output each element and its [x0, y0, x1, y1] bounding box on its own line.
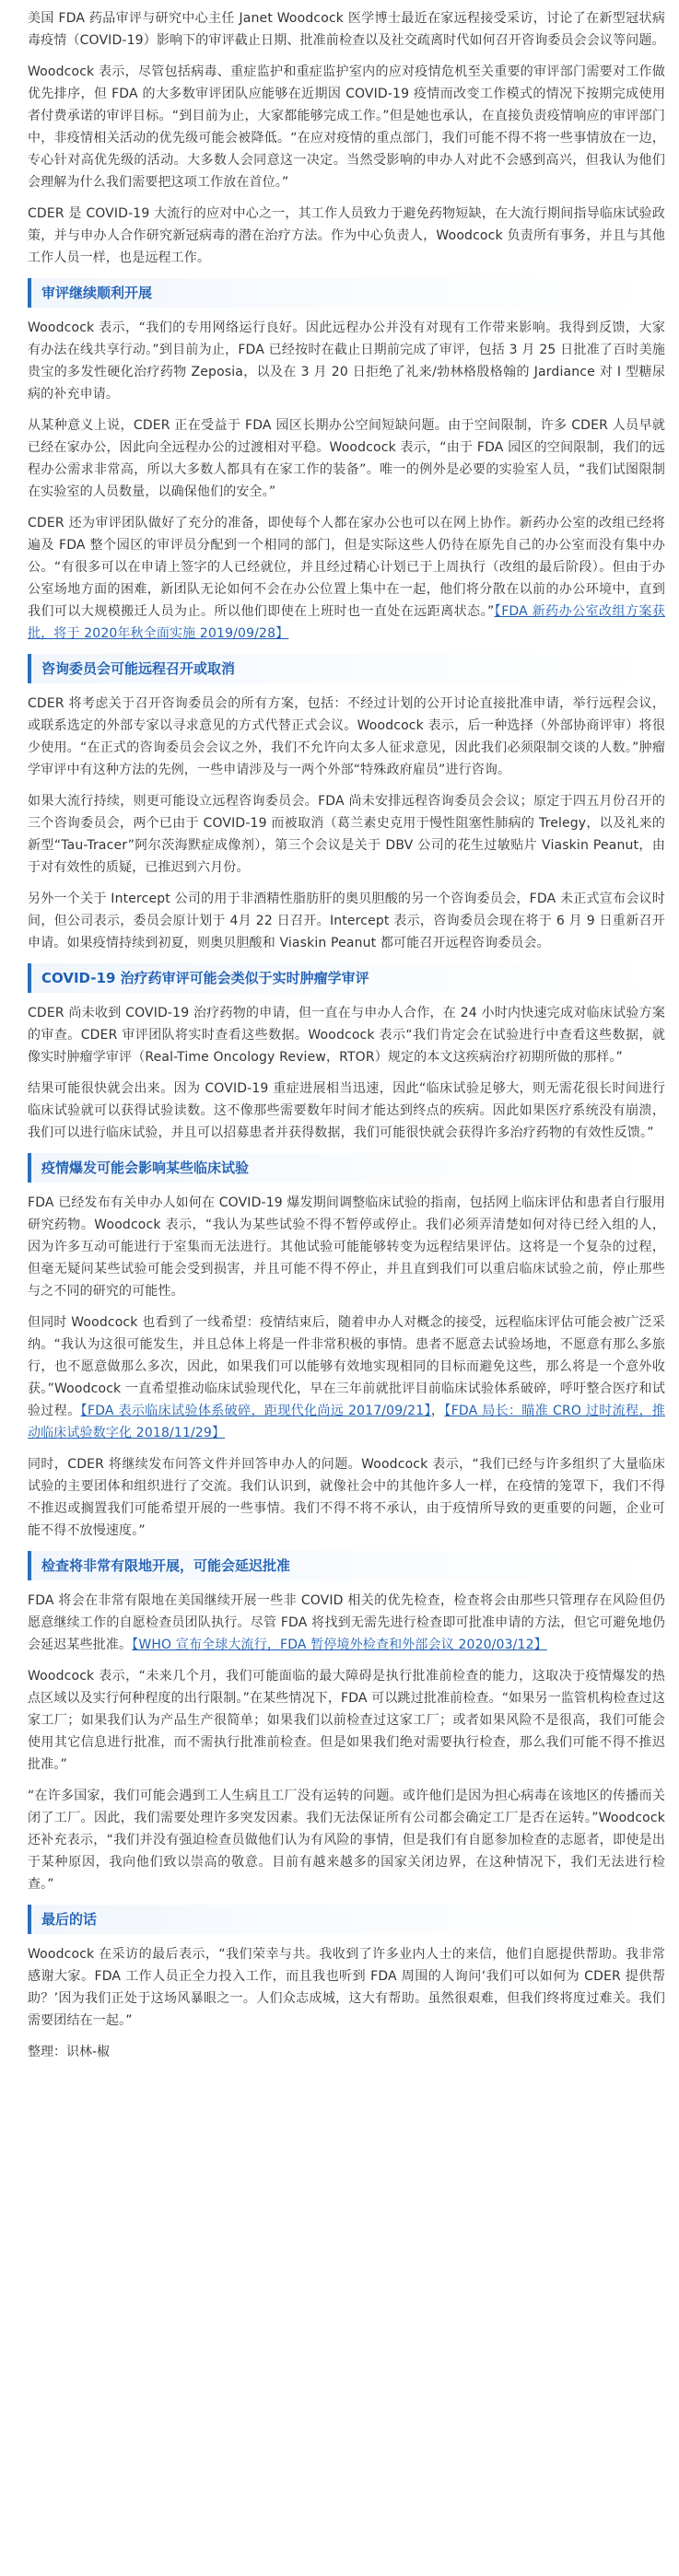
section-heading-advisory — [28, 654, 665, 683]
related-article-link[interactable]: 【FDA 新药办公室改组方案获批，将于 2020年秋全面实施 2019/09/28】 — [28, 604, 665, 641]
related-article-link[interactable]: 【FDA 局长：瞄准 CRO 过时流程，推动临床试验数字化 2018/11/29】 — [28, 1404, 665, 1440]
section-heading-review — [28, 278, 665, 308]
paragraph-trial-guidance: FDA 已经发布有关申办人如何在 COVID-19 爆发期间调整临床试验的指南，包括网上临床评估和患者自行服用研究药物。Woodcock 表示，“我认为某些试验不得不暂停或停止。我们必须弄清楚如何对待已经入组的人，因为许多互动可能进行于室集而无法进行。其他试验可能能够转变为远程结果评估。这将是一个复杂的过程，但毫无疑问某些试验可能会受到损害，并且可能不得不停止，并且直到我们可以重启临床试验之前，停止那些与之不同的研究的可能性。 — [28, 1195, 665, 1299]
paragraph-closing: Woodcock 在采访的最后表示，“我们荣幸与共。我收到了许多业内人士的来信，他们自愿提供帮助。我非常感谢大家。FDA 工作人员正全力投入工作，而且我也听到 FDA 周围的人询问‘我们可以如何为 CDER 提供帮助？’因为我们正处于这场风暴眼之一。人们众志成城，这大有帮助。虽然很艰难，但我们终将度过难关。我们需要团结在一起。” — [28, 1947, 665, 2028]
paragraph-text: 但同时 Woodcock 也看到了一线希望：疫情结束后，随着申办人对概念的接受，远程临床评估可能会被广泛采纳。“我认为这很可能发生，并且总体上将是一件非常积极的事情。患者不愿意去试验场地，不愿意有那么多旅行，也不愿意做那么多次，因此，如果我们可以能够有效地实现相同的目标而避免这些，那么将是一个意外收获。”Woodcock 一直希望推动临床试验现代化，早在三年前就批评目前临床试验体系破碎，呼吁整合医疗和试验过程。 — [28, 1315, 665, 1418]
paragraph-advisory-options: CDER 将考虑关于召开咨询委员会的所有方案，包括：不经过计划的公开讨论直接批准申请，举行远程会议，或联系选定的外部专家以寻求意见的方式代替正式会议。Woodcock 表示，后一种选择（外部协商评审）将很少使用。“在正式的咨询委员会会议之外，我们不允许向太多人征求意见，因此我们必须限制交谈的人数。”肿瘤学审评中有这种方法的先例，一些申请涉及与一两个外部“特殊政府雇员”进行咨询。 — [28, 696, 665, 777]
paragraph-remote-assessment — [28, 1311, 665, 1444]
paragraph-remote-advisory: 如果大流行持续，则更可能设立远程咨询委员会。FDA 尚未安排远程咨询委员会会议；原定于四五月份召开的三个咨询委员会，两个已由于 COVID-19 而被取消（葛兰素史克用于慢性阻塞性肺病的 Trelegy，以及礼来的新型“Tau-Tracer”阿尔茨海默症成像剂），第三个会议是关于 DBV 公司的花生过敏贴片 Viaskin Peanut，由于对有效性的质疑，已推迟到六月份。 — [28, 794, 665, 875]
paragraph-foreign-factories: “在许多国家，我们可能会遇到工人生病且工厂没有运转的问题。或许他们是因为担心病毒在该地区的传播而关闭了工厂。因此，我们需要处理许多突发因素。我们无法保证所有公司都会确定工厂是否在运转。”Woodcock 还补充表示，“我们并没有强迫检查员做他们认为有风险的事情，但是我们有自愿参加检查的志愿者，即使是出于某种原因，我向他们致以崇高的敬意。目前有越来越多的国家关闭边界，在这种情况下，我们无法进行检查。” — [28, 1789, 665, 1892]
related-article-link[interactable]: 【WHO 宣布全球大流行，FDA 暂停境外检查和外部会议 2020/03/12】 — [132, 1638, 547, 1652]
section-heading-text: 疫情爆发可能会影响某些临床试验 — [41, 1160, 250, 1176]
paragraph-intro: 美国 FDA 药品审评与研究中心主任 Janet Woodcock 医学博士最近在家远程接受采访，讨论了在新型冠状病毒疫情（COVID-19）影响下的审评截止日期、批准前检查以及社交疏离时代如何召开咨询委员会会议等问题。 — [28, 11, 665, 48]
paragraph-network: Woodcock 表示，“我们的专用网络运行良好。因此远程办公并没有对现有工作带来影响。我得到反馈，大家有办法在线共享行动。”到目前为止，FDA 已经按时在截止日期前完成了审评，包括 3 月 25 日批准了百时美施贵宝的多发性硬化治疗药物 Zeposia，以及在 3 月 20 日拒绝了礼来/勃林格殷格翰的 Jardiance 对 I 型糖尿病的补充申请。 — [28, 321, 665, 402]
paragraph-text: FDA 将会在非常有限地在美国继续开展一些非 COVID 相关的优先检查，检查将会由那些只管理存在风险但仍愿意继续工作的自愿检查员团队执行。尽管 FDA 将找到无需先进行检查即可批准申请的方法，但它可避免地仍会延迟某些批准。 — [28, 1593, 665, 1652]
paragraph-fast-results: 结果可能很快就会出来。因为 COVID-19 重症进展相当迅速，因此“临床试验足够大，则无需花很长时间进行临床试验就可以获得试验读数。这不像那些需要数年时间才能达到终点的疾病。因此如果医疗系统没有崩溃，我们可以进行临床试验，并且可以招募患者并获得数据，我们可能很快就会获得许多治疗药物的有效性反馈。” — [28, 1081, 665, 1140]
section-heading-text: 咨询委员会可能远程召开或取消 — [41, 660, 236, 677]
paragraph-limited-inspections — [28, 1590, 665, 1656]
section-heading-closing — [28, 1905, 665, 1934]
paragraph-qa-documents: 同时，CDER 将继续发布问答文件并回答申办人的问题。Woodcock 表示，“我们已经与许多组织了大量临床试验的主要团体和组织进行了交流。我们认识到，就像社会中的其他许多人一样，在疫情的笼罩下，我们不得不推迟或搁置我们可能希望开展的一些事情。我们不得不将不承认，由于疫情所导致的更重要的问题，企业可能不得不放慢速度。” — [28, 1457, 665, 1538]
section-heading-text: 审评继续顺利开展 — [41, 285, 153, 301]
link-separator: ， — [430, 1404, 445, 1418]
paragraph-telework: 从某种意义上说，CDER 正在受益于 FDA 园区长期办公空间短缺问题。由于空间限制，许多 CDER 人员早就已经在家办公，因此向全远程办公的过渡相对平稳。Woodcock 表示，“由于 FDA 园区的空间限制，我们的远程办公需求非常高，所以大多数人都具有在家工作的装备”。唯一的例外是必要的实验室人员，“我们试图限制在实验室的人员数量，以确保他们的安全。” — [28, 418, 665, 499]
paragraph-cder-role: CDER 是 COVID-19 大流行的应对中心之一，其工作人员致力于避免药物短缺，在大流行期间指导临床试验政策，并与申办人合作研究新冠病毒的潜在治疗方法。作为中心负责人，Woodcock 负责所有事务，并且与其他工作人员一样，也是远程工作。 — [28, 206, 665, 265]
paragraph-review-priorities: Woodcock 表示，尽管包括病毒、重症监护和重症监护室内的应对疫情危机至关重要的审评部门需要对工作做优先排序，但 FDA 的大多数审评团队应能够在近期因 COVID-19 疫情而改变工作模式的情况下按期完成使用者付费承诺的审评目标。“到目前为止，大家都能够完成工作。”但是她也承认，在直接负责疫情响应的审评部门中，非疫情相关活动的优先级可能会被降低。“在应对疫情的重点部门，我们可能不得不将一些事情放在一边，专心针对高优先级的活动。大多数人会同意这一决定。当然受影响的申办人对此不会感到高兴，但我认为他们会理解为什么我们需要把这项工作放在首位。” — [28, 64, 665, 190]
section-heading-inspections — [28, 1551, 665, 1580]
related-article-link[interactable]: 【FDA 表示临床试验体系破碎，距现代化尚远 2017/09/21】 — [80, 1404, 431, 1418]
paragraph-reorganization — [28, 512, 665, 645]
paragraph-covid-applications: CDER 尚未收到 COVID-19 治疗药物的申请，但一直在与申办人合作，在 24 小时内快速完成对临床试验方案的审查。CDER 审评团队将实时查看这些数据。Woodcock 表示“我们肯定会在试验进行中查看这些数据，就像实时肿瘤学审评（Real-Time Oncology Review，RTOR）规定的本文这疾病治疗初期所做的那样。” — [28, 1006, 665, 1065]
section-heading-trials — [28, 1153, 665, 1183]
paragraph-intercept: 另外一个关于 Intercept 公司的用于非酒精性脂肪肝的奥贝胆酸的另一个咨询委员会，FDA 未正式宣布会议时间，但公司表示，委员会原计划于 4月 22 日召开。Intercept 表示，咨询委员会现在将于 6 月 9 日重新召开申请。如果疫情持续到初夏，则奥贝胆酸和 Viaskin Peanut 都可能召开远程咨询委员会。 — [28, 892, 665, 950]
section-heading-text: 最后的话 — [41, 1911, 98, 1928]
editor-credit: 整理：识林-椒 — [28, 2045, 111, 2059]
section-heading-text: 检查将非常有限地开展，可能会延迟批准 — [41, 1557, 291, 1574]
section-heading-covid-review — [28, 963, 665, 993]
paragraph-text: CDER 还为审评团队做好了充分的准备，即使每个人都在家办公也可以在网上协作。新药办公室的改组已经将遍及 FDA 整个园区的审评员分配到一个相同的部门，但是实际这些人仍待在原先自己的办公室而没有集中办公。“有很多可以在申请上签字的人已经就位，并且经过精心计划已于上周执行（改组的最后阶段）。但由于办公室场地方面的困难，新团队无论如何不会在办公位置上集中在一起，他们将分散在以前的办公环境中，直到我们可以大规模搬迁人员为止。所以他们即使在上班时也一直处在远距离状态。” — [28, 516, 665, 619]
paragraph-preapproval-inspection: Woodcock 表示，“未来几个月，我们可能面临的最大障碍是执行批准前检查的能力，这取决于疫情爆发的热点区域以及实行何种程度的出行限制。”在某些情况下，FDA 可以跳过批准前检查。“如果另一监管机构检查过这家工厂；如果我们认为产品生产很简单；如果我们以前检查过这家工厂；或者如果风险不是很高，我们可能会使用其它信息进行批准，而不需执行批准前检查。但是如果我们绝对需要执行检查，那么我们可能不得不推迟批准。” — [28, 1669, 665, 1772]
section-heading-text: COVID-19 治疗药审评可能会类似于实时肿瘤学审评 — [41, 970, 369, 986]
